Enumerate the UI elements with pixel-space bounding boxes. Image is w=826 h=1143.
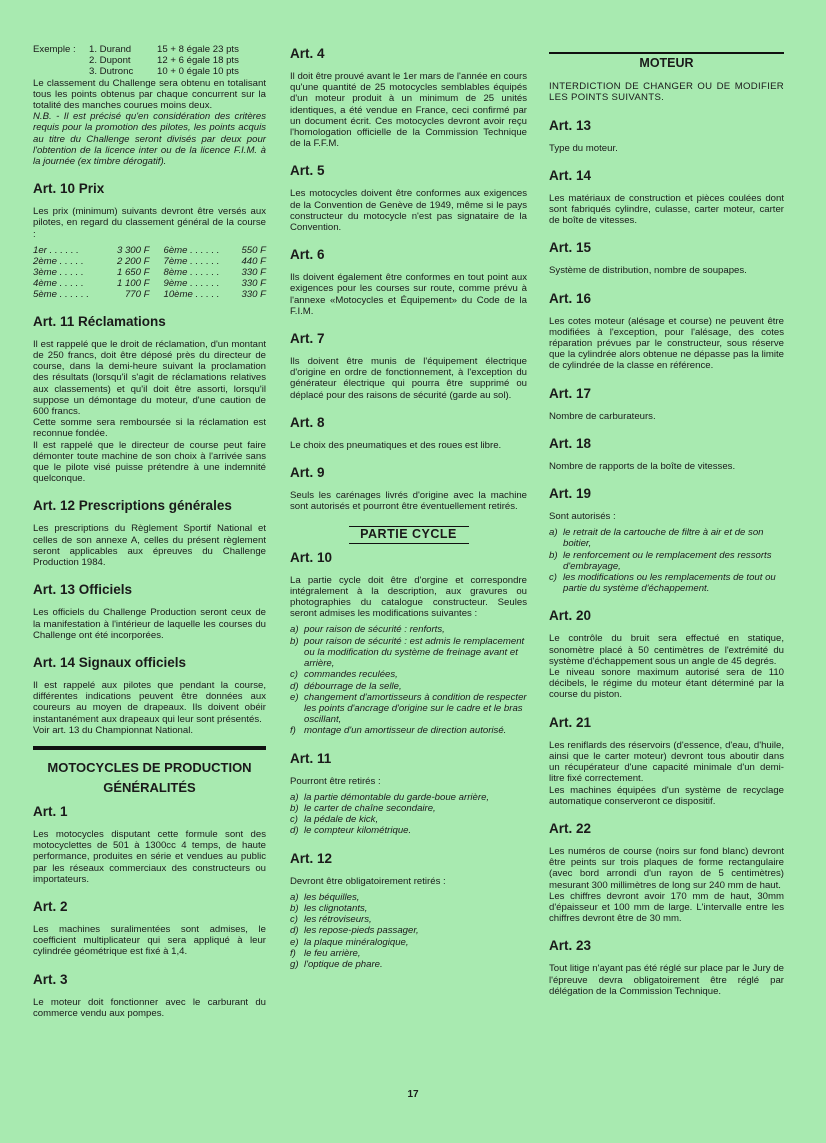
list-item: a) pour raison de sécurité : renforts, <box>290 624 445 636</box>
art1-heading: Art. 1 <box>33 803 68 819</box>
section-divider <box>33 746 266 750</box>
nb-paragraph: N.B. - Il est précisé qu'en considération des critères requis pour la promotion des pilotes, les points acquis au titre du Challenge seront divisés par deux pour l'obtention de la licence inter ou de la licence F.I.M. à la journée (ex timbre dérogatif). <box>33 111 266 168</box>
list-item: e) changement d'amortisseurs à condition de respecter les points d'ancrage d'origine sur le cadre et le bras oscillant, <box>290 691 527 726</box>
example-score: 12 + 6 égale 18 pts <box>157 55 239 67</box>
list-item: b) le carter de chaîne secondaire, <box>290 802 436 814</box>
art15-heading: Art. 15 <box>549 240 592 256</box>
list-item: a) la partie démontable du garde-boue arrière, <box>290 791 490 803</box>
art6-heading: Art. 6 <box>290 247 325 263</box>
art18-paragraph: Nombre de rapports de la boîte de vitesses. <box>549 460 736 472</box>
art19-paragraph: Sont autorisés : <box>549 511 616 523</box>
prize-row: 3ème . . . . . 1 650 F 8ème . . . . . . 330 F <box>33 266 266 278</box>
art7-heading: Art. 7 <box>290 331 325 347</box>
art2-heading: Art. 2 <box>33 898 68 914</box>
art10-heading: Art. 10 <box>290 549 333 565</box>
section-title-moteur: MOTEUR <box>549 52 784 69</box>
art1-paragraph: Les motocycles disputant cette formule sont des motocyclettes de 501 à 1300cc 4 temps, de haute performance, produites en série et vendues au public par les réseaux commerciaux des constructeurs ou importateurs. <box>33 828 266 885</box>
list-item: c) la pédale de kick, <box>290 814 379 826</box>
art10-prix-intro: Les prix (minimum) suivants devront être versés aux pilotes, en regard du classement général de la course : <box>33 206 266 240</box>
art4-heading: Art. 4 <box>290 46 325 61</box>
art22-p1: Les numéros de course (noirs sur fond blanc) devront être peints sur trois plaques de forme rectangulaire (avec bord arrondi d'un rayon de 5 centimètres) mesurant 300 millimètres de long sur 240 mm de haut. <box>549 845 784 891</box>
list-item: b) le renforcement ou le remplacement des ressorts d'embrayage, <box>549 549 772 572</box>
prize-table <box>33 245 266 300</box>
page-number: 17 <box>407 1089 419 1100</box>
art15-paragraph: Système de distribution, nombre de soupapes. <box>549 265 747 277</box>
art9-heading: Art. 9 <box>290 465 325 481</box>
art10-paragraph: La partie cycle doit être d'orgine et correspondre intégralement à la description, aux gravures ou photographies du catalogue constructeur. Seules seront admises les modifications suivantes : <box>290 574 527 620</box>
art20-p2: Le niveau sonore maximum autorisé sera de 110 décibels, le régime du moteur étant déterminé par la course du piston. <box>549 667 784 701</box>
list-item: a) les béquilles, <box>290 891 360 903</box>
art14-paragraph: Il est rappelé aux pilotes que pendant la course, différentes indications peuvent être données aux coureurs au moyen de drapeaux. Ils doivent obéir instantanément aux drapeaux qui leur sont présentés. <box>33 679 266 725</box>
art13-moteur-paragraph: Type du moteur. <box>549 142 618 154</box>
list-item: e) la plaque minéralogique, <box>290 936 409 948</box>
list-item: d) les repose-pieds passager, <box>290 925 419 937</box>
art20-p1: Le contrôle du bruit sera effectué en statique, sonomètre placé à 50 centimètres de l'extrémité du système d'échappement sous un angle de 45 degrés. <box>549 633 784 667</box>
art10-prix-heading: Art. 10 Prix <box>33 181 105 197</box>
classement-paragraph: Le classement du Challenge sera obtenu en totalisant tous les points obtenus par chaque concurrent sur la totalité des manches courues moins deux. <box>33 77 266 112</box>
column-right <box>549 44 784 1002</box>
art22-heading: Art. 22 <box>549 820 592 836</box>
art5-heading: Art. 5 <box>290 163 325 179</box>
art13-paragraph: Les officiels du Challenge Production seront ceux de la manifestation à l'intérieur de laquelle les courses du Challenge ont été incorporées. <box>33 607 266 641</box>
example-block <box>33 44 266 78</box>
art4-paragraph: Il doit être prouvé avant le 1er mars de l'année en cours qu'une quantité de 25 motocycles semblables équipés d'un moteur produit à un minimum de 25 unités identiques, a été vendue en France, ceci confirmé par un document écrit. Ces motocycles devront avoir reçu l'homologation officielle de la Commission Technique de la F.F.M. <box>290 71 528 150</box>
list-item: b) pour raison de sécurité : est admis le remplacement ou la modification du système de freinage avant et arrière, <box>290 635 525 670</box>
art14-paragraph-2: Voir art. 13 du Championnat National. <box>33 724 193 736</box>
art14-moteur-heading: Art. 14 <box>549 167 592 183</box>
art21-p1: Les reniflards des réservoirs (d'essence, d'eau, d'huile, ainsi que le carter moteur) devront tous aboutir dans un récupérateur d'une capacité minimale d'un demi-litre fixé correctement. <box>549 739 784 785</box>
art7-paragraph: Ils doivent être munis de l'équipement électrique d'origine en ordre de fonctionnement, à l'exception du générateur électrique qui pourra être supprimé ou déplacé pour des raisons de sécurité (garde au sol). <box>290 356 527 401</box>
list-item: c) les rétroviseurs, <box>290 914 372 926</box>
art17-heading: Art. 17 <box>549 385 592 401</box>
list-item: g) l'optique de phare. <box>290 958 383 970</box>
art16-paragraph: Les cotes moteur (alésage et course) ne peuvent être modifiées à l'exception, pour l'alésage, des cotes réparation prévues par le constructeur, sous réserve que la cylindrée alors obtenue ne dépasse pas la limite de cylindrée de la classe en référence. <box>549 315 784 372</box>
section-subtitle-generalites: GÉNÉRALITÉS <box>103 779 196 795</box>
art21-p2: Les machines équipées d'un système de recyclage automatique conserveront ce dispositif. <box>549 784 784 807</box>
art11-heading: Art. 11 Réclamations <box>33 313 166 329</box>
art14-heading: Art. 14 Signaux officiels <box>33 654 187 670</box>
art6-paragraph: Ils doivent également être conformes en tout point aux exigences pour les courses sur route, comme prévu à l'annexe «Motocycles et Équipement» du Code de la F.I.M. <box>290 272 527 317</box>
art11-list <box>290 792 527 837</box>
prize-row: 2ème . . . . . 2 200 F 7ème . . . . . . 440 F <box>33 255 266 267</box>
art2-paragraph: Les machines suralimentées sont admises, le coefficient multiplicateur qui sera appliqué à leur cylindrée géométrique est fixé à 1,4. <box>33 923 266 958</box>
example-name: 1. Durand <box>89 44 132 55</box>
prize-row: 1er . . . . . . 3 300 F 6ème . . . . . . 550 F <box>33 244 266 256</box>
art8-heading: Art. 8 <box>290 414 325 430</box>
art21-heading: Art. 21 <box>549 714 592 730</box>
list-item: a) le retrait de la cartouche de filtre à air et de son boitier, <box>549 527 764 550</box>
art10-list <box>290 624 527 736</box>
list-item: c) commandes reculées, <box>290 669 398 681</box>
art19-list <box>549 527 784 594</box>
art12-paragraph: Les prescriptions du Règlement Sportif National et celles de son annexe A, celles du présent règlement seront applicables aux épreuves du Challenge Production 1984. <box>33 523 266 569</box>
art3-paragraph: Le moteur doit fonctionner avec le carburant du commerce vendu aux pompes. <box>33 996 266 1019</box>
section-title-partie-cycle: PARTIE CYCLE <box>349 526 469 543</box>
art17-paragraph: Nombre de carburateurs. <box>549 410 656 422</box>
section-title-production: MOTOCYCLES DE PRODUCTION <box>47 759 252 775</box>
example-name: 3. Dutronc <box>89 66 134 78</box>
art5-paragraph: Les motocycles doivent être conformes aux exigences de la Convention de Genève de 1949, même si le pays constructeur du motocycle n'est pas signataire de la Convention. <box>290 188 527 234</box>
art11-cycle-heading: Art. 11 <box>290 750 332 766</box>
prize-row: 4ème . . . . . 1 100 F 9ème . . . . . . 330 F <box>33 277 266 289</box>
art8-paragraph: Le choix des pneumatiques et des roues est libre. <box>290 439 502 451</box>
art11-p2: Cette somme sera remboursée si la réclamation est reconnue fondée. <box>33 417 266 440</box>
art12-list <box>290 892 527 970</box>
art16-heading: Art. 16 <box>549 290 592 306</box>
art9-paragraph: Seuls les carénages livrés d'origine avec la machine sont autorisés et pourront être éventuellement retirés. <box>290 490 527 513</box>
example-score: 15 + 8 égale 23 pts <box>157 44 239 55</box>
art14-moteur-paragraph: Les matériaux de construction et pièces coulées dont sont fabriqués cylindre, culasse, carter moteur, carter de boîte de vitesses. <box>549 192 784 227</box>
column-middle <box>290 44 527 975</box>
art20-heading: Art. 20 <box>549 608 592 624</box>
prize-row: 5ème . . . . . . 770 F 10ème . . . . . 330 F <box>33 288 266 300</box>
art11-p3: Il est rappelé que le directeur de course peut faire démonter toute machine de son choix à l'arrivée sans que le pilote visé puisse prétendre à une indemnité quelconque. <box>33 439 266 485</box>
art11-p1: Il est rappelé que le droit de réclamation, d'un montant de 250 francs, doit être déposé près du directeur de course, dans la demi-heure suivant la proclamation des résultats (lorsqu'il s'agit de réclamations relatives aux classements) et qu'il doit être assorti, lorsqu'il suppose un démontage du moteur, d'une caution de 600 francs. <box>33 338 266 418</box>
art11-cycle-paragraph: Pourront être retirés : <box>290 775 381 787</box>
column-left <box>33 44 266 1024</box>
example-label: Exemple : <box>33 44 76 55</box>
list-item: b) les clignotants, <box>290 902 368 914</box>
list-item: d) le compteur kilométrique. <box>290 825 412 837</box>
art3-heading: Art. 3 <box>33 971 68 987</box>
art13-moteur-heading: Art. 13 <box>549 117 592 133</box>
art19-heading: Art. 19 <box>549 486 592 502</box>
list-item: f) le feu arrière, <box>290 947 361 959</box>
art23-paragraph: Tout litige n'ayant pas été réglé sur place par le Jury de l'épreuve devra obligatoirement être réglé par délégation de la Commission Technique. <box>549 963 784 997</box>
art18-heading: Art. 18 <box>549 435 592 451</box>
moteur-intro: INTERDICTION DE CHANGER OU DE MODIFIER LES POINTS SUIVANTS. <box>549 81 784 104</box>
art23-heading: Art. 23 <box>549 938 592 954</box>
example-score: 10 + 0 égale 10 pts <box>157 66 239 78</box>
art12-heading: Art. 12 Prescriptions générales <box>33 498 232 514</box>
list-item: d) débourrage de la selle, <box>290 680 402 692</box>
list-item: f) montage d'un amortisseur de direction autorisé. <box>290 725 507 737</box>
example-name: 2. Dupont <box>89 55 131 67</box>
art22-p2: Les chiffres devront avoir 170 mm de haut, 30mm d'épaisseur et 100 mm de large. L'intervalle entre les chiffres devront être de 30 mm. <box>549 890 784 925</box>
list-item: c) les modifications ou les remplacements de tout ou partie du système d'échappement. <box>549 572 776 595</box>
art13-heading: Art. 13 Officiels <box>33 582 133 598</box>
art12-cycle-heading: Art. 12 <box>290 850 333 866</box>
art12-cycle-paragraph: Devront être obligatoirement retirés : <box>290 875 446 887</box>
